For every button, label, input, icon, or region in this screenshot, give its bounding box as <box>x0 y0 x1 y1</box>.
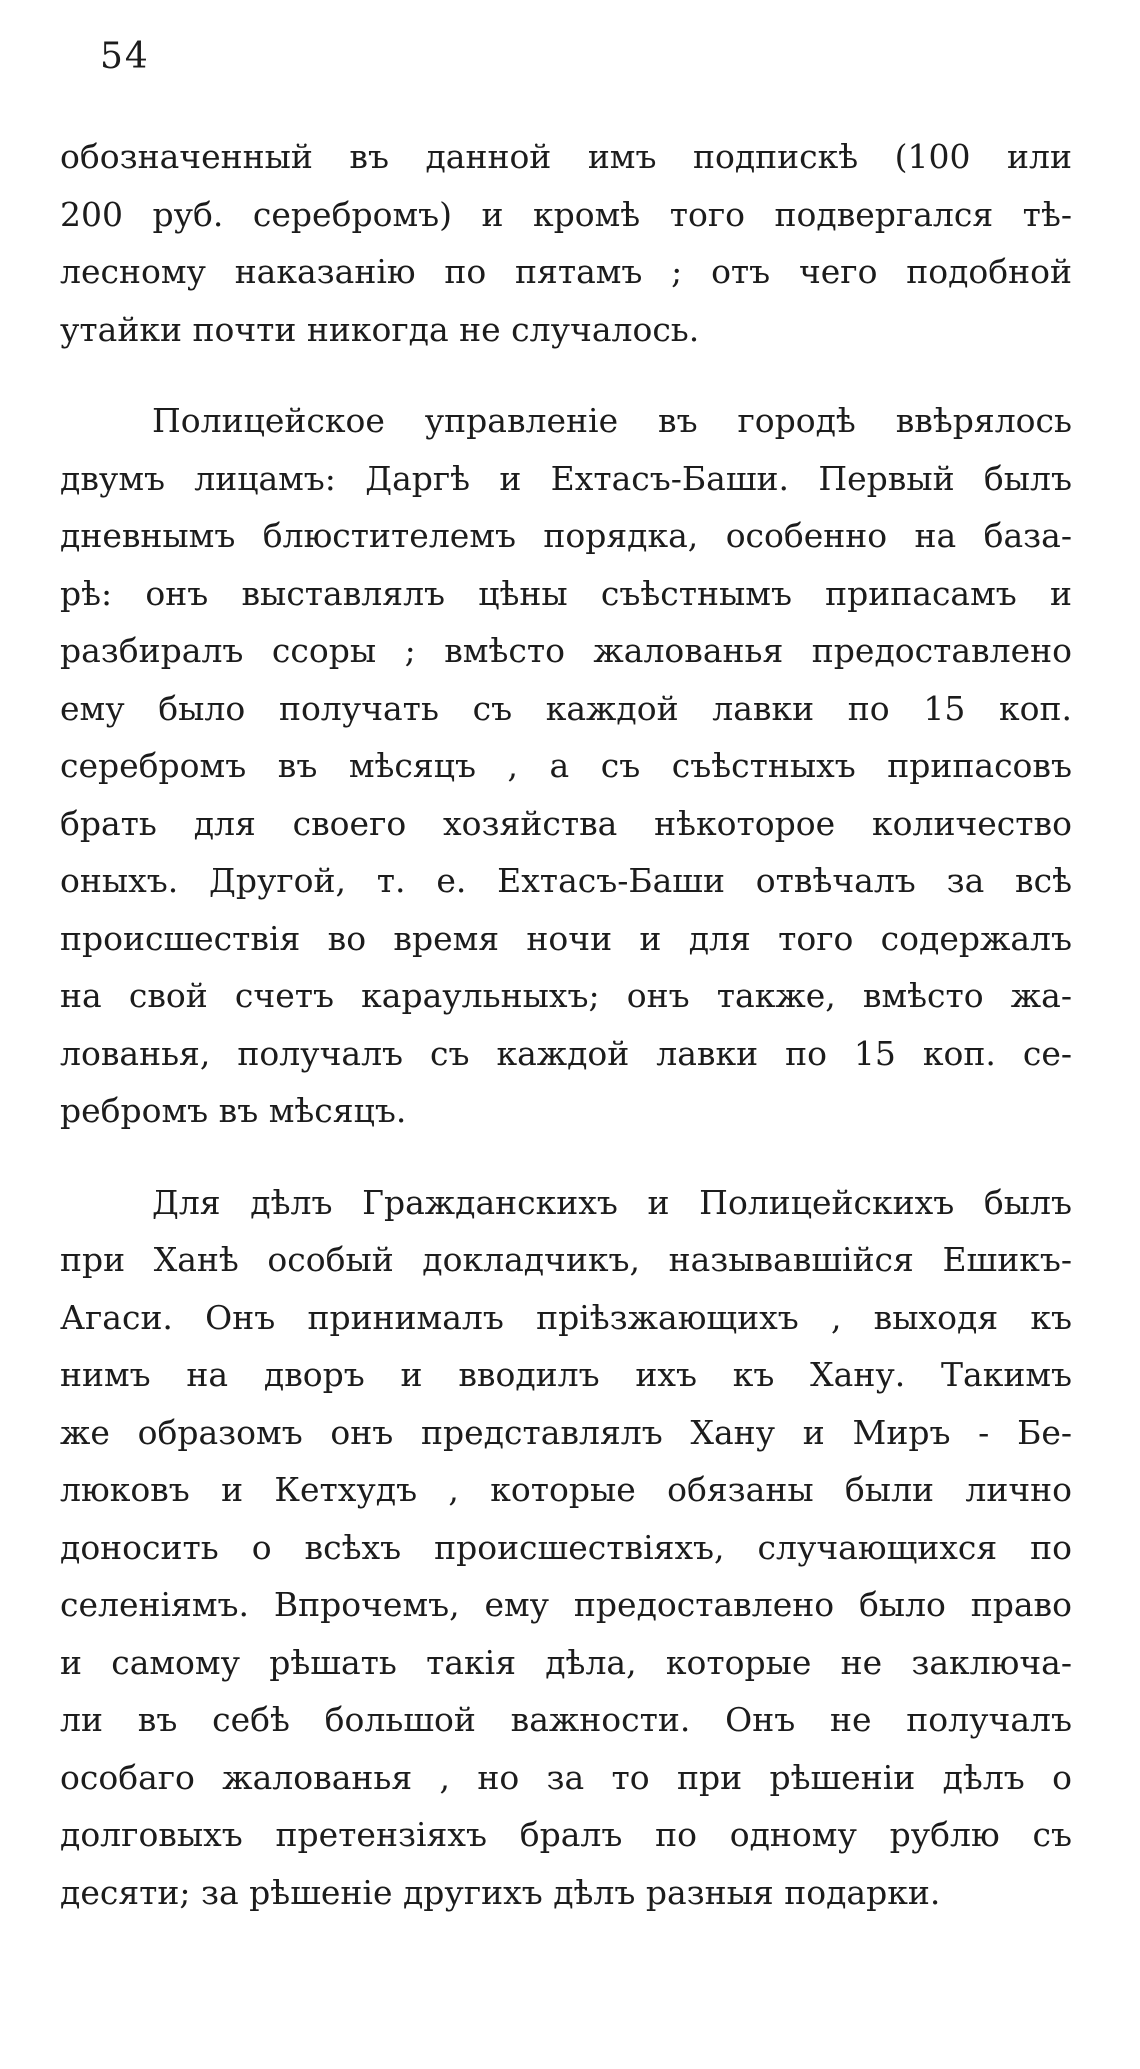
paragraph-gap <box>60 1140 1072 1174</box>
text-line: рѣ: онъ выставлялъ цѣны съѣстнымъ припасамъ и <box>60 573 1072 613</box>
text-line: Полицейское управленіе въ городѣ ввѣрялось <box>152 401 1072 440</box>
text-line: люковъ и Кетхудъ , которые обязаны были лично <box>60 1470 1072 1509</box>
paragraph-1 <box>60 128 1072 358</box>
text-line: лесному наказанію по пятамъ ; отъ чего подобной <box>60 252 1072 291</box>
text-line: Агаси. Онъ принималъ пріѣзжающихъ , выходя къ <box>60 1297 1072 1337</box>
text-line: долговыхъ претензіяхъ бралъ по одному рублю съ <box>60 1815 1072 1854</box>
text-line: двумъ лицамъ: Даргѣ и Ехтасъ-Баши. Первый былъ <box>60 458 1072 498</box>
text-line: лованья, получалъ съ каждой лавки по 15 коп. се- <box>60 1033 1072 1073</box>
text-line: Для дѣлъ Гражданскихъ и Полицейскихъ былъ <box>152 1182 1072 1222</box>
text-line: брать для своего хозяйства нѣкоторое количество <box>60 803 1072 843</box>
page-number: 54 <box>100 36 150 77</box>
text-line: и самому рѣшать такія дѣла, которые не заключа- <box>60 1642 1072 1682</box>
text-line: 200 руб. серебромъ) и кромѣ того подвергался тѣ- <box>60 194 1072 234</box>
text-line: серебромъ въ мѣсяцъ , а съ съѣстныхъ припасовъ <box>60 746 1072 785</box>
paragraph-2 <box>60 392 1072 1140</box>
text-line: оныхъ. Другой, т. е. Ехтасъ-Баши отвѣчалъ за всѣ <box>60 861 1072 900</box>
text-line: обозначенный въ данной имъ подпискѣ (100 или <box>60 137 1072 176</box>
text-line: селеніямъ. Впрочемъ, ему предоставлено было право <box>60 1585 1072 1624</box>
text-line: при Ханѣ особый докладчикъ, называвшійся Ешикъ- <box>60 1240 1072 1279</box>
paragraph-gap <box>60 358 1072 392</box>
text-line: разбиралъ ссоры ; вмѣсто жалованья предоставлено <box>60 631 1072 670</box>
body-text <box>60 128 1072 1921</box>
text-line: дневнымъ блюстителемъ порядка, особенно на база- <box>60 516 1072 555</box>
text-line: же образомъ онъ представлялъ Хану и Миръ - Бе- <box>60 1412 1072 1452</box>
text-line: доносить о всѣхъ происшествіяхъ, случающихся по <box>60 1527 1072 1567</box>
text-line: ли въ себѣ большой важности. Онъ не получалъ <box>60 1700 1072 1739</box>
text-line: утайки почти никогда не случалось. <box>60 309 700 349</box>
text-line: на свой счетъ караульныхъ; онъ также, вмѣсто жа- <box>60 976 1072 1015</box>
text-line: нимъ на дворъ и вводилъ ихъ къ Хану. Такимъ <box>60 1355 1072 1394</box>
text-line: особаго жалованья , но за то при рѣшеніи дѣлъ о <box>60 1757 1072 1797</box>
text-line: ребромъ въ мѣсяцъ. <box>60 1091 407 1130</box>
text-line: десяти; за рѣшеніе другихъ дѣлъ разныя подарки. <box>60 1872 941 1912</box>
text-line: происшествія во время ночи и для того содержалъ <box>60 918 1072 958</box>
text-line: ему было получать съ каждой лавки по 15 коп. <box>60 688 1072 728</box>
paragraph-3 <box>60 1174 1072 1922</box>
